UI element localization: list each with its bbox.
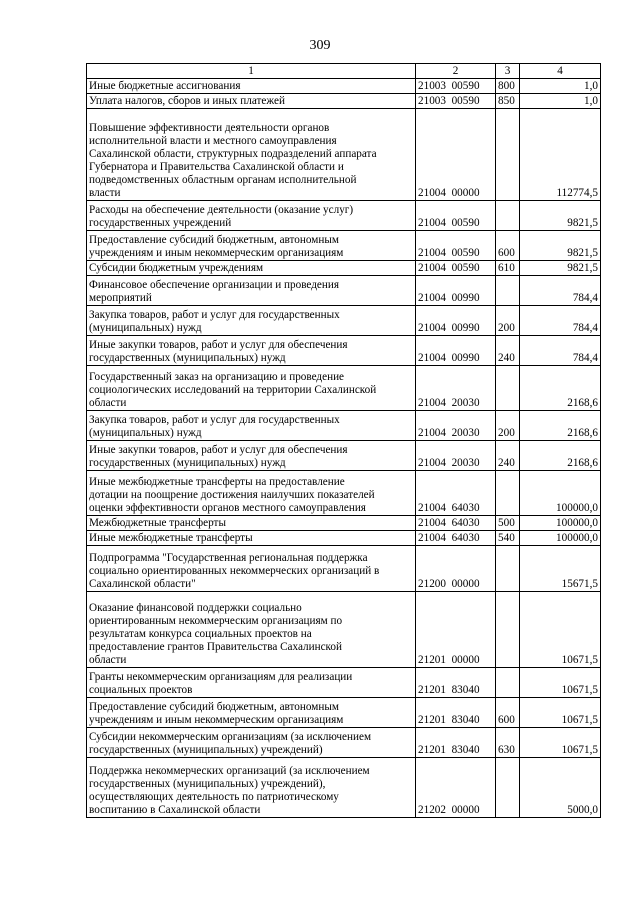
row-code-cell: 21004 00590	[416, 201, 496, 231]
row-name-cell: Закупка товаров, работ и услуг для государственных (муниципальных) нужд	[87, 411, 416, 441]
row-vr-cell	[496, 109, 520, 201]
row-name-cell: Иные межбюджетные трансферты	[87, 531, 416, 546]
row-vr-cell	[496, 276, 520, 306]
row-amount-cell: 1,0	[520, 94, 601, 109]
row-code-cell: 21003 00590	[416, 94, 496, 109]
row-vr-cell: 240	[496, 441, 520, 471]
row-code-cell: 21201 83040	[416, 668, 496, 698]
row-vr-cell	[496, 471, 520, 516]
row-amount-cell: 9821,5	[520, 231, 601, 261]
row-name-cell: Субсидии бюджетным учреждениям	[87, 261, 416, 276]
row-code-cell: 21004 64030	[416, 471, 496, 516]
row-vr-cell: 600	[496, 231, 520, 261]
table-row	[87, 546, 601, 592]
row-code-cell: 21004 64030	[416, 516, 496, 531]
table-row	[87, 698, 601, 728]
row-amount-cell: 2168,6	[520, 366, 601, 411]
row-code-cell: 21004 00590	[416, 231, 496, 261]
row-amount-cell: 15671,5	[520, 546, 601, 592]
table-row	[87, 261, 601, 276]
row-vr-cell: 850	[496, 94, 520, 109]
row-name-cell: Иные закупки товаров, работ и услуг для обеспечения государственных (муниципальных) нужд	[87, 336, 416, 366]
table-row	[87, 531, 601, 546]
row-amount-cell: 10671,5	[520, 668, 601, 698]
page-number: 309	[309, 38, 331, 53]
row-code-cell: 21201 00000	[416, 592, 496, 668]
row-name-cell: Иные закупки товаров, работ и услуг для обеспечения государственных (муниципальных) нужд	[87, 441, 416, 471]
table-row	[87, 471, 601, 516]
table-row	[87, 728, 601, 758]
row-code-cell: 21201 83040	[416, 728, 496, 758]
row-vr-cell: 600	[496, 698, 520, 728]
row-code-cell: 21202 00000	[416, 758, 496, 818]
table-row	[87, 231, 601, 261]
row-name-cell: Уплата налогов, сборов и иных платежей	[87, 94, 416, 109]
row-amount-cell: 9821,5	[520, 201, 601, 231]
row-vr-cell	[496, 201, 520, 231]
row-name-cell: Гранты некоммерческим организациям для реализации социальных проектов	[87, 668, 416, 698]
row-vr-cell: 200	[496, 411, 520, 441]
row-amount-cell: 100000,0	[520, 531, 601, 546]
row-amount-cell: 5000,0	[520, 758, 601, 818]
row-vr-cell: 540	[496, 531, 520, 546]
row-vr-cell	[496, 758, 520, 818]
table-row	[87, 79, 601, 94]
row-vr-cell: 610	[496, 261, 520, 276]
row-name-cell: Субсидии некоммерческим организациям (за исключением государственных (муниципальных) учреждений)	[87, 728, 416, 758]
row-vr-cell	[496, 546, 520, 592]
table-row	[87, 758, 601, 818]
row-name-cell: Закупка товаров, работ и услуг для государственных (муниципальных) нужд	[87, 306, 416, 336]
table-row	[87, 366, 601, 411]
row-amount-cell: 9821,5	[520, 261, 601, 276]
row-amount-cell: 784,4	[520, 306, 601, 336]
row-name-cell: Предоставление субсидий бюджетным, автономным учреждениям и иным некоммерческим организациям	[87, 231, 416, 261]
column-header-name: 1	[87, 64, 416, 79]
column-header-code: 2	[416, 64, 496, 79]
row-amount-cell: 2168,6	[520, 411, 601, 441]
row-code-cell: 21004 00990	[416, 276, 496, 306]
row-name-cell: Подпрограмма "Государственная региональная поддержка социально ориентированных некоммерческих организаций в Сахалинской области"	[87, 546, 416, 592]
row-name-cell: Повышение эффективности деятельности органов исполнительной власти и местного самоуправления Сахалинской области, структурных подразделений аппарата Губернатора и Правительства Сахалинской области и подведомственных областным органам исполнительной власти	[87, 109, 416, 201]
row-vr-cell	[496, 668, 520, 698]
row-name-cell: Финансовое обеспечение организации и проведения мероприятий	[87, 276, 416, 306]
table-header-row	[87, 64, 601, 79]
row-code-cell: 21004 20030	[416, 411, 496, 441]
row-name-cell: Оказание финансовой поддержки социально ориентированным некоммерческим организациям по результатам конкурса социальных проектов на предоставление грантов Правительства Сахалинской области	[87, 592, 416, 668]
row-amount-cell: 784,4	[520, 276, 601, 306]
row-code-cell: 21201 83040	[416, 698, 496, 728]
column-header-amount: 4	[520, 64, 601, 79]
row-vr-cell: 240	[496, 336, 520, 366]
row-name-cell: Поддержка некоммерческих организаций (за исключением государственных (муниципальных) учреждений), осуществляющих деятельность по патриотическому воспитанию в Сахалинской области	[87, 758, 416, 818]
row-vr-cell: 800	[496, 79, 520, 94]
table-row	[87, 592, 601, 668]
row-amount-cell: 112774,5	[520, 109, 601, 201]
row-code-cell: 21004 20030	[416, 441, 496, 471]
row-name-cell: Межбюджетные трансферты	[87, 516, 416, 531]
column-header-vr: 3	[496, 64, 520, 79]
row-vr-cell	[496, 592, 520, 668]
row-name-cell: Иные межбюджетные трансферты на предоставление дотации на поощрение достижения наилучших показателей оценки эффективности органов местного самоуправления	[87, 471, 416, 516]
row-name-cell: Предоставление субсидий бюджетным, автономным учреждениям и иным некоммерческим организациям	[87, 698, 416, 728]
row-name-cell: Государственный заказ на организацию и проведение социологических исследований на территории Сахалинской области	[87, 366, 416, 411]
table-row	[87, 201, 601, 231]
row-vr-cell: 200	[496, 306, 520, 336]
row-code-cell: 21004 20030	[416, 366, 496, 411]
table-row	[87, 336, 601, 366]
row-code-cell: 21200 00000	[416, 546, 496, 592]
table-row	[87, 276, 601, 306]
row-amount-cell: 10671,5	[520, 698, 601, 728]
row-code-cell: 21004 00590	[416, 261, 496, 276]
table-row	[87, 411, 601, 441]
row-amount-cell: 100000,0	[520, 471, 601, 516]
row-vr-cell: 500	[496, 516, 520, 531]
row-code-cell: 21004 00000	[416, 109, 496, 201]
budget-table	[86, 63, 601, 818]
row-code-cell: 21004 00990	[416, 336, 496, 366]
row-name-cell: Расходы на обеспечение деятельности (оказание услуг) государственных учреждений	[87, 201, 416, 231]
row-vr-cell: 630	[496, 728, 520, 758]
row-amount-cell: 2168,6	[520, 441, 601, 471]
table-row	[87, 109, 601, 201]
row-code-cell: 21004 00990	[416, 306, 496, 336]
row-code-cell: 21003 00590	[416, 79, 496, 94]
row-amount-cell: 1,0	[520, 79, 601, 94]
row-amount-cell: 10671,5	[520, 592, 601, 668]
table-row	[87, 441, 601, 471]
table-row	[87, 306, 601, 336]
row-vr-cell	[496, 366, 520, 411]
table-row	[87, 516, 601, 531]
row-amount-cell: 100000,0	[520, 516, 601, 531]
row-amount-cell: 784,4	[520, 336, 601, 366]
row-name-cell: Иные бюджетные ассигнования	[87, 79, 416, 94]
table-row	[87, 668, 601, 698]
table-row	[87, 94, 601, 109]
row-code-cell: 21004 64030	[416, 531, 496, 546]
row-amount-cell: 10671,5	[520, 728, 601, 758]
